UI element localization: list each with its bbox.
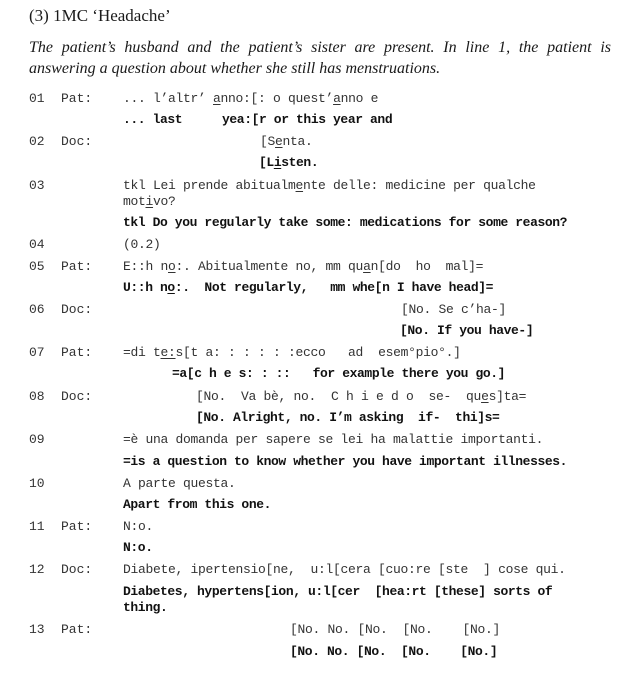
original-utterance: Diabete, ipertensio[ne, u:l[cera [cuo:re [ste ] cose qui. (123, 562, 566, 577)
line-number: 05 (29, 259, 45, 274)
speaker-label: Doc: (61, 302, 93, 317)
speaker-label: Doc: (61, 562, 93, 577)
original-utterance: A parte questa. (123, 476, 236, 491)
translation-utterance-continued: thing. (123, 600, 168, 615)
speaker-label: Pat: (61, 259, 93, 274)
translation-utterance: N:o. (123, 540, 153, 555)
original-utterance: [No. No. [No. [No. [No.] (290, 622, 501, 637)
original-utterance: [No. Se c’ha-] (401, 302, 507, 317)
speaker-label: Pat: (61, 519, 93, 534)
line-number: 10 (29, 476, 45, 491)
example-intro: The patient’s husband and the patient’s sister are present. In line 1, the patient is answering a question about whether she still has menstruations. (29, 39, 611, 77)
line-number: 02 (29, 134, 45, 149)
line-number: 12 (29, 562, 45, 577)
original-utterance: [No. Va bè, no. C h i e d o se- ques]ta= (196, 389, 527, 404)
translation-utterance: Diabetes, hypertens[ion, u:l[cer [hea:rt [these] sorts of (123, 584, 553, 599)
translation-utterance: tkl Do you regularly take some: medications for some reason? (123, 215, 568, 230)
translation-utterance: =a[c h e s: : :: for example there you go.] (172, 366, 506, 381)
line-number: 13 (29, 622, 45, 637)
translation-utterance: [Listen. (259, 155, 319, 170)
translation-utterance: U::h no:. Not regularly, mm whe[n I have head]= (123, 280, 494, 295)
original-utterance: =è una domanda per sapere se lei ha malattie importanti. (123, 432, 544, 447)
translation-utterance: =is a question to know whether you have important illnesses. (123, 454, 568, 469)
translation-utterance: ... last (123, 112, 183, 127)
translation-utterance: [No. No. [No. [No. [No.] (290, 644, 498, 659)
line-number: 03 (29, 178, 45, 193)
original-utterance-continued: motivo? (123, 194, 176, 209)
speaker-label: Pat: (61, 345, 93, 360)
speaker-label: Doc: (61, 389, 93, 404)
speaker-label: Doc: (61, 134, 93, 149)
translation-utterance: Apart from this one. (123, 497, 272, 512)
translation-utterance: yea:[r or this year and (222, 112, 393, 127)
original-utterance: ... l’altr’ anno:[: o quest’anno e (123, 91, 379, 106)
line-number: 11 (29, 519, 45, 534)
pause-duration: (0.2) (123, 237, 161, 252)
original-utterance: =di te:s[t a: : : : : :ecco ad esem°pio°.] (123, 345, 461, 360)
speaker-label: Pat: (61, 91, 93, 106)
original-utterance: [Senta. (260, 134, 313, 149)
line-number: 01 (29, 91, 45, 106)
original-utterance: tkl Lei prende abitualmente delle: medicine per qualche (123, 178, 536, 193)
translation-utterance: [No. Alright, no. I’m asking if- thi]s= (196, 410, 500, 425)
line-number: 07 (29, 345, 45, 360)
line-number: 06 (29, 302, 45, 317)
translation-utterance: [No. If you have-] (400, 323, 534, 338)
speaker-label: Pat: (61, 622, 93, 637)
line-number: 09 (29, 432, 45, 447)
original-utterance: N:o. (123, 519, 154, 534)
line-number: 08 (29, 389, 45, 404)
example-title: (3) 1MC ‘Headache’ (29, 6, 171, 25)
line-number: 04 (29, 237, 45, 252)
original-utterance: E::h no:. Abitualmente no, mm quan[do ho mal]= (123, 259, 484, 274)
